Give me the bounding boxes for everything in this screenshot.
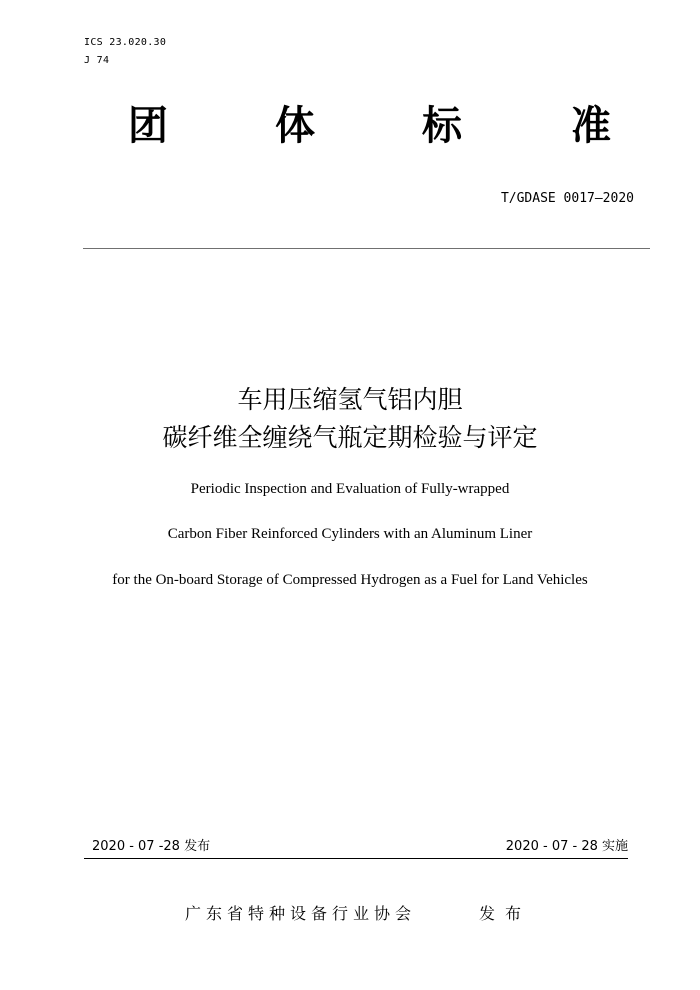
ccs-code: J 74	[84, 55, 110, 66]
title-english-line-2: Carbon Fiber Reinforced Cylinders with an Aluminum Liner	[167, 526, 533, 542]
title-english-line-3: for the On-board Storage of Compressed Hydrogen as a Fuel for Land Vehicles	[112, 572, 588, 588]
standard-type-char-2: 体	[275, 102, 315, 149]
publish-label: 发布	[479, 904, 532, 923]
title-chinese-line-2: 碳纤维全缠绕气瓶定期检验与评定	[162, 423, 538, 452]
standard-type-char-1: 团	[128, 102, 168, 149]
title-chinese-line-1: 车用压缩氢气铝内胆	[237, 385, 463, 414]
footer-divider	[84, 858, 628, 859]
header-divider	[83, 248, 650, 249]
standard-number: T/GDASE 0017—2020	[500, 191, 634, 206]
ics-code: ICS 23.020.30	[84, 37, 167, 48]
title-english-line-1: Periodic Inspection and Evaluation of Fully-wrapped	[190, 481, 510, 497]
implementation-date: 2020 - 07 - 28 实施	[505, 839, 628, 854]
standard-type-char-3: 标	[422, 102, 462, 149]
standard-type-char-4: 准	[571, 102, 611, 149]
publisher-name: 广东省特种设备行业协会	[185, 904, 417, 923]
issue-date: 2020 - 07 -28 发布	[92, 839, 211, 854]
